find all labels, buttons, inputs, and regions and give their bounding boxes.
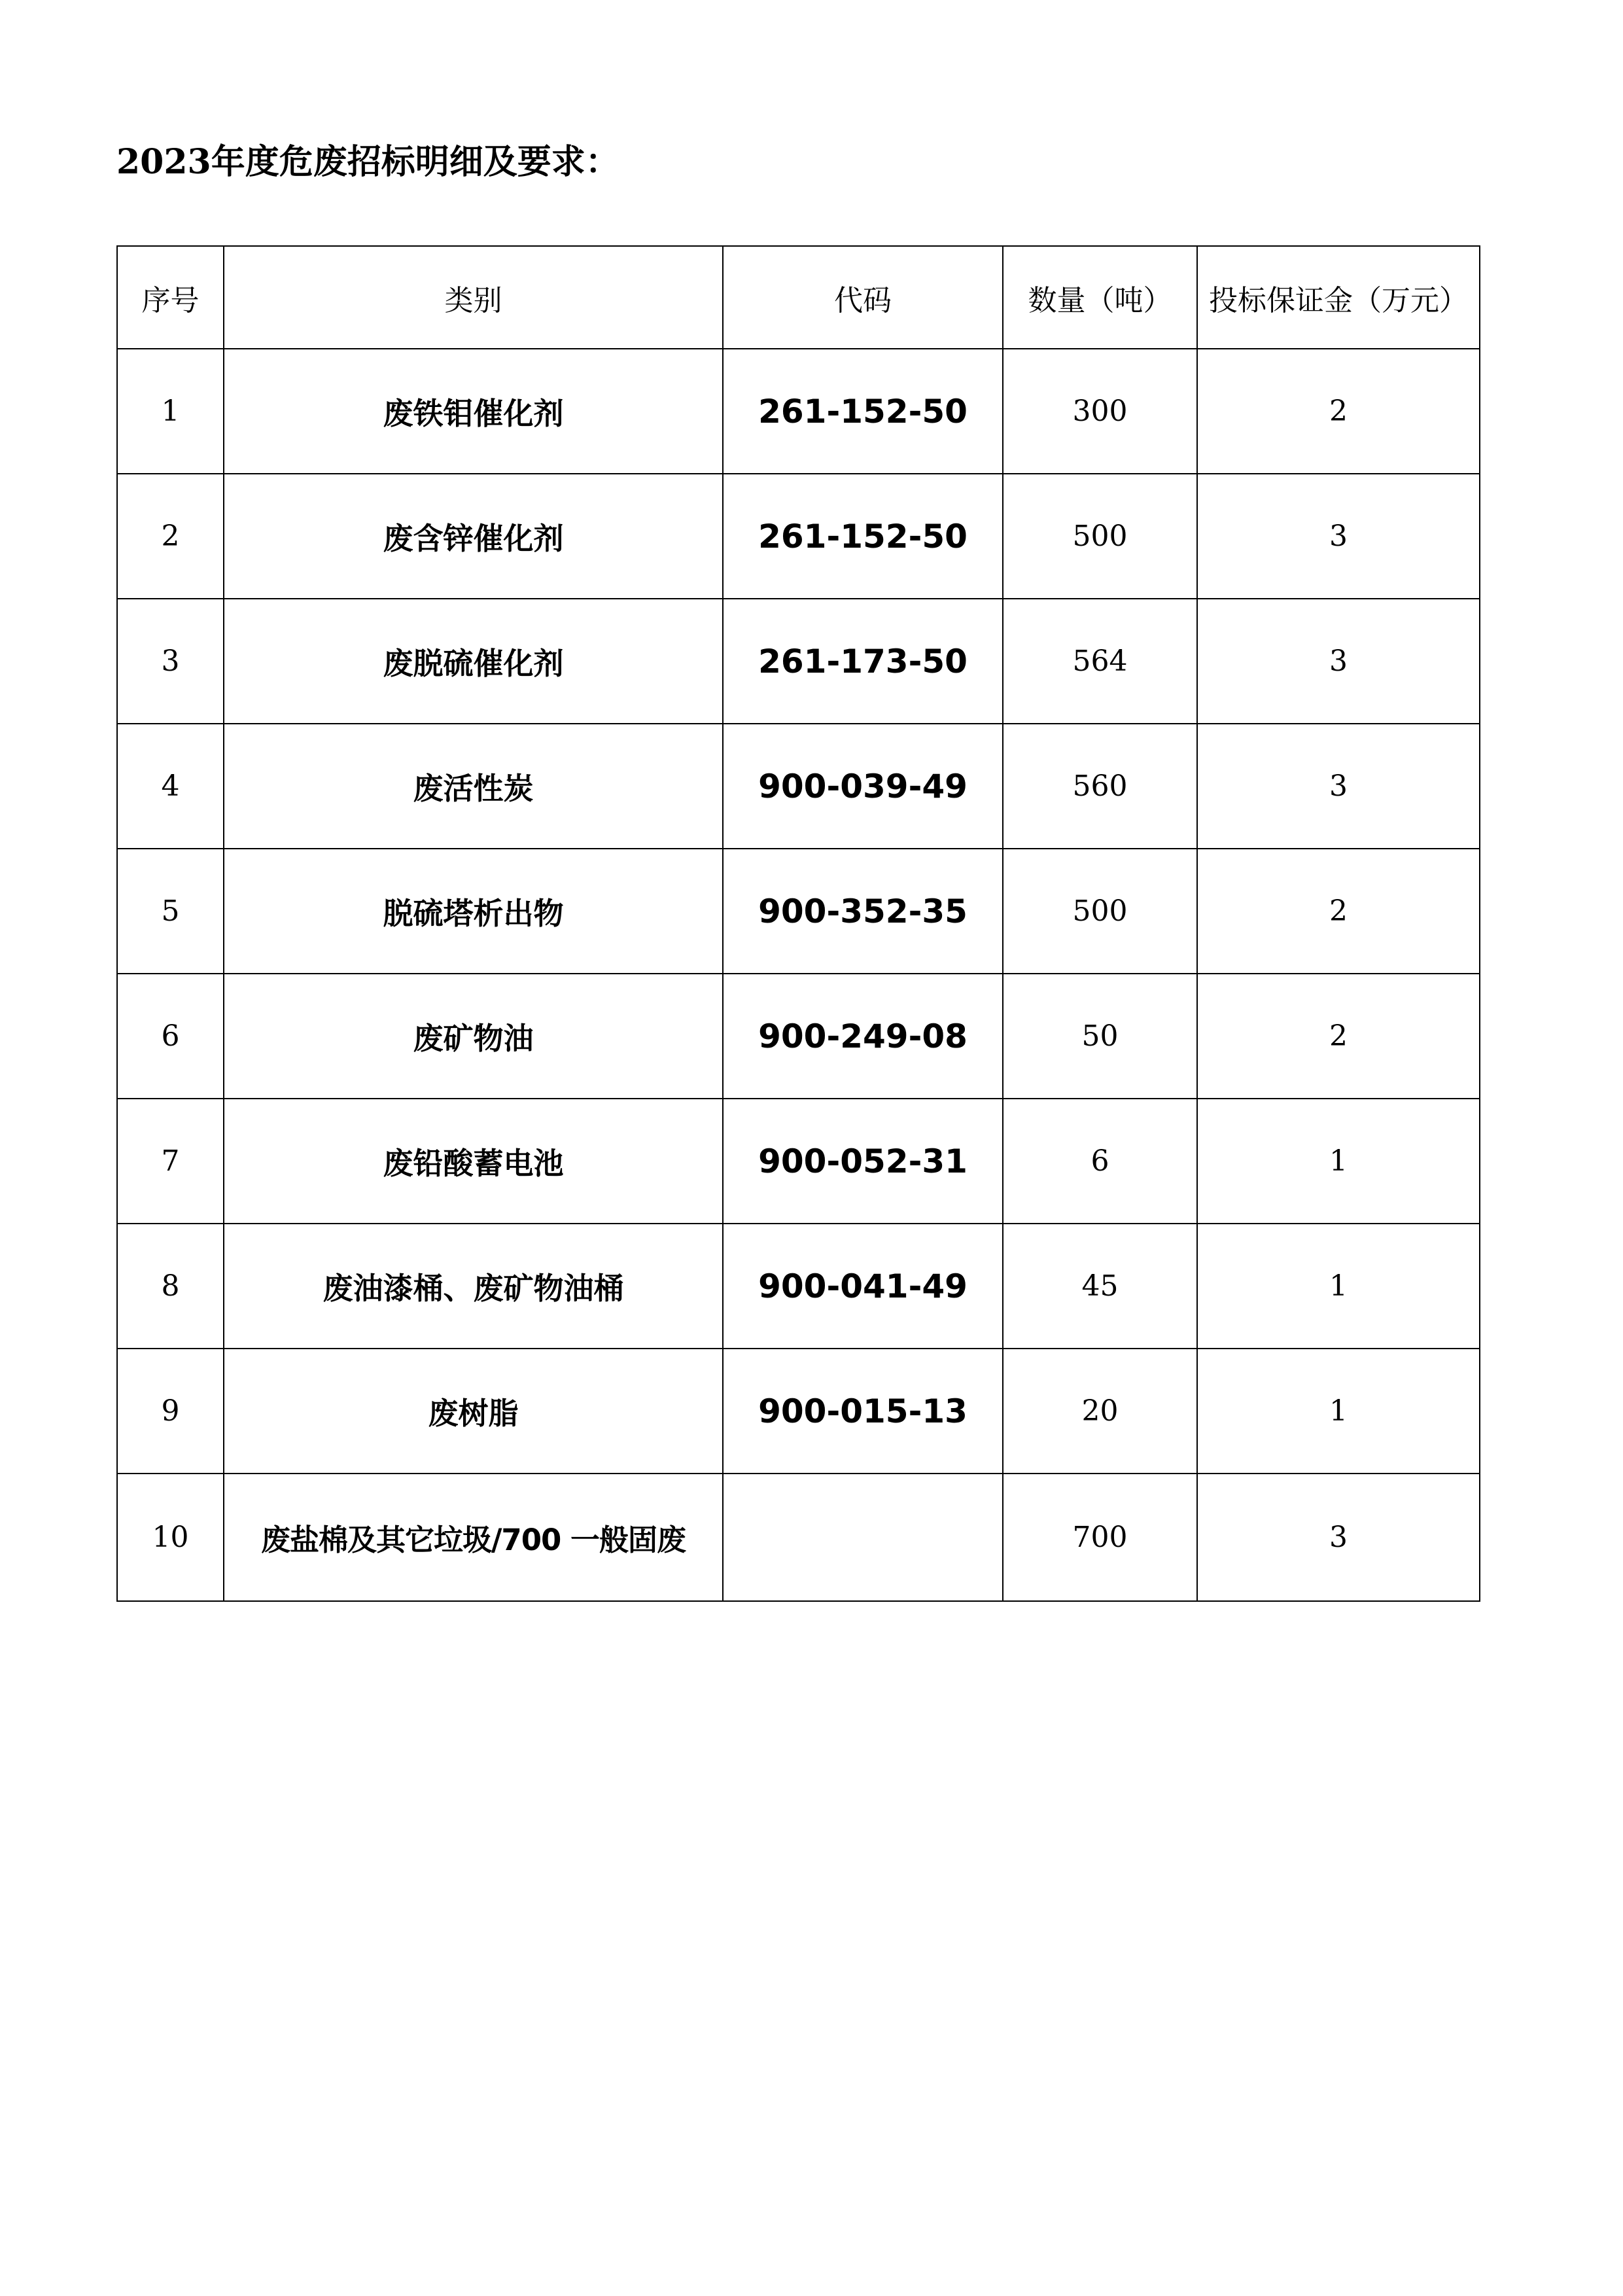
row-code: 900-041-49: [723, 1224, 1003, 1349]
table-row: [117, 1349, 1480, 1474]
row-deposit: 1: [1197, 1349, 1480, 1474]
row-category: 废矿物油: [224, 974, 723, 1099]
row-quantity: 50: [1003, 974, 1197, 1099]
header-seq: 序号: [117, 246, 224, 349]
row-deposit: 1: [1197, 1224, 1480, 1349]
row-seq: 8: [117, 1224, 224, 1349]
row-category: 废铅酸蓄电池: [224, 1099, 723, 1224]
row-deposit: 2: [1197, 849, 1480, 974]
row-category: 脱硫塔析出物: [224, 849, 723, 974]
row-category: 废树脂: [224, 1349, 723, 1474]
row-seq: 1: [117, 349, 224, 474]
table-row: [117, 974, 1480, 1099]
table-row: [117, 1474, 1480, 1601]
row-quantity: 564: [1003, 599, 1197, 724]
row-deposit: 2: [1197, 974, 1480, 1099]
table-row: [117, 724, 1480, 849]
row-code: 900-039-49: [723, 724, 1003, 849]
row-quantity: 560: [1003, 724, 1197, 849]
row-deposit: 3: [1197, 1474, 1480, 1601]
row-deposit: 3: [1197, 599, 1480, 724]
table-row: [117, 474, 1480, 599]
row-seq: 5: [117, 849, 224, 974]
row-category: 废活性炭: [224, 724, 723, 849]
row-seq: 3: [117, 599, 224, 724]
row-code: [723, 1474, 1003, 1601]
table-row: [117, 849, 1480, 974]
row-code: 900-052-31: [723, 1099, 1003, 1224]
row-deposit: 3: [1197, 474, 1480, 599]
row-code: 261-152-50: [723, 349, 1003, 474]
row-seq: 2: [117, 474, 224, 599]
row-quantity: 6: [1003, 1099, 1197, 1224]
table-header-row: [117, 246, 1480, 349]
page-title: 2023年度危废招标明细及要求：: [116, 142, 620, 182]
header-deposit: 投标保证金（万元）: [1197, 246, 1480, 349]
row-code: 261-152-50: [723, 474, 1003, 599]
header-code: 代码: [723, 246, 1003, 349]
row-seq: 9: [117, 1349, 224, 1474]
row-category: 废脱硫催化剂: [224, 599, 723, 724]
table-row: [117, 1099, 1480, 1224]
row-seq: 7: [117, 1099, 224, 1224]
row-deposit: 2: [1197, 349, 1480, 474]
row-deposit: 1: [1197, 1099, 1480, 1224]
hazardous-waste-bid-table: [116, 245, 1480, 1602]
row-quantity: 700: [1003, 1474, 1197, 1601]
row-category: 废盐棉及其它垃圾/700 一般固废: [224, 1474, 723, 1601]
row-category: 废含锌催化剂: [224, 474, 723, 599]
row-quantity: 300: [1003, 349, 1197, 474]
header-category: 类别: [224, 246, 723, 349]
row-code: 900-352-35: [723, 849, 1003, 974]
row-code: 900-249-08: [723, 974, 1003, 1099]
header-quantity: 数量（吨）: [1003, 246, 1197, 349]
row-quantity: 20: [1003, 1349, 1197, 1474]
table-row: [117, 599, 1480, 724]
row-code: 900-015-13: [723, 1349, 1003, 1474]
row-deposit: 3: [1197, 724, 1480, 849]
row-code: 261-173-50: [723, 599, 1003, 724]
row-category: 废铁钼催化剂: [224, 349, 723, 474]
table-row: [117, 1224, 1480, 1349]
row-seq: 10: [117, 1474, 224, 1601]
row-category: 废油漆桶、废矿物油桶: [224, 1224, 723, 1349]
row-seq: 4: [117, 724, 224, 849]
row-quantity: 500: [1003, 849, 1197, 974]
row-seq: 6: [117, 974, 224, 1099]
row-quantity: 500: [1003, 474, 1197, 599]
row-quantity: 45: [1003, 1224, 1197, 1349]
table-row: [117, 349, 1480, 474]
